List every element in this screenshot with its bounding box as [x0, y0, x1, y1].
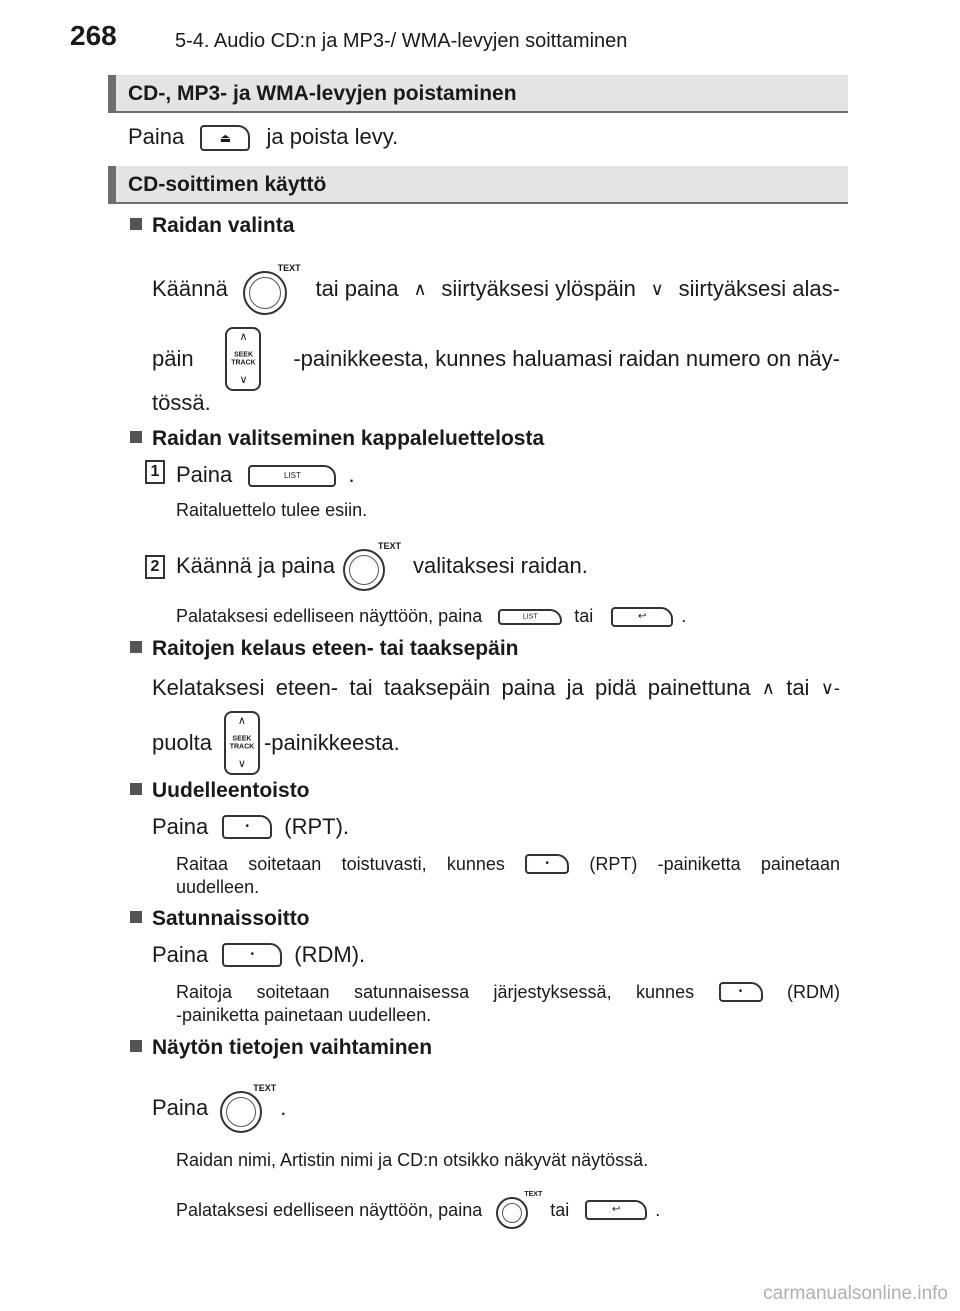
step-2-note: Palataksesi edelliseen näyttöön, paina LIST tai ↩ . [176, 606, 687, 626]
repeat-note-line-2: uudelleen. [176, 877, 260, 897]
page-number: 268 [70, 20, 117, 51]
ffrew-line-1: Kelataksesi eteen- tai taaksepäin paina ja pidä painettuna ∧ tai ∨- [152, 675, 840, 700]
tune-knob-icon: TEXT [220, 1083, 276, 1133]
section-eject-header [108, 75, 848, 113]
up-symbol: ∧ [761, 677, 775, 698]
section-eject-title: CD-, MP3- ja WMA-levyjen poistaminen [128, 82, 517, 105]
bullet-icon [130, 218, 142, 230]
tune-knob-icon: TEXT [243, 263, 301, 315]
repeat-note-line-1: Raitaa soitetaan toistuvasti, kunnes • (RPT) -painiketta painetaan [176, 853, 840, 874]
eject-instruction: Paina ⏏ ja poista levy. [128, 124, 398, 151]
tune-knob-icon: TEXT [343, 541, 401, 591]
back-icon: ↩ [638, 610, 647, 622]
step-1-note: Raitaluettelo tulee esiin. [176, 500, 368, 520]
chapter-title: 5-4. Audio CD:n ja MP3-/ WMA-levyjen soittaminen [175, 30, 628, 52]
section-player-title: CD-soittimen käyttö [128, 173, 327, 196]
track-select-heading: Raidan valinta [130, 214, 294, 238]
tune-knob-icon: TEXT [496, 1191, 542, 1229]
eject-icon: ⏏ [219, 131, 232, 146]
rdm-button: • [719, 982, 763, 1002]
bullet-icon [130, 783, 142, 795]
down-symbol: ∨ [650, 278, 664, 299]
ffrew-line-2: puolta ∧ SEEK TRACK ∨ -painikkeesta. [152, 708, 400, 778]
eject-button [200, 125, 250, 151]
display-line: Paina TEXT . [152, 1082, 286, 1134]
rpt-button: • [525, 854, 569, 874]
random-note-line-2: -painiketta painetaan uudelleen. [176, 1005, 432, 1025]
bullet-icon [130, 431, 142, 443]
back-icon: ↩ [612, 1204, 621, 1215]
random-heading: Satunnaissoitto [130, 907, 310, 931]
ffrew-heading: Raitojen kelaus eteen- tai taaksepäin [130, 637, 518, 661]
rdm-button: • [222, 943, 282, 967]
up-symbol: ∧ [413, 278, 427, 299]
display-note-1: Raidan nimi, Artistin nimi ja CD:n otsikko näkyvät näytössä. [176, 1150, 649, 1170]
list-select-heading: Raidan valitseminen kappaleluettelosta [130, 427, 544, 451]
seek-track-icon: ∧ SEEK TRACK ∨ [224, 711, 260, 775]
down-symbol: ∨- [820, 677, 840, 698]
watermark: carmanualsonline.info [763, 1283, 948, 1304]
list-button: LIST [498, 609, 562, 625]
display-heading: Näytön tietojen vaihtaminen [130, 1036, 432, 1060]
step-1-number: 1 [145, 460, 165, 484]
bullet-icon [130, 1040, 142, 1052]
list-button: LIST [248, 465, 336, 487]
step-1-text: Paina LIST . [176, 462, 355, 487]
random-line: Paina • (RDM). [152, 942, 366, 967]
track-select-line-3: tössä. [152, 390, 211, 415]
section-player-header [108, 166, 848, 204]
seek-track-icon: ∧ SEEK TRACK ∨ [225, 327, 261, 391]
track-select-line-1: Käännä TEXT tai paina ∧ siirtyäksesi ylöspäin ∨ siirtyäksesi alas- [152, 258, 840, 320]
track-select-line-2: päin ∧ SEEK TRACK ∨ -painikkeesta, kunnes haluamasi raidan numero on näy- [152, 324, 840, 394]
display-note-2: Palataksesi edelliseen näyttöön, paina TEXT tai ↩ . [176, 1190, 660, 1230]
bullet-icon [130, 641, 142, 653]
rpt-button: • [222, 815, 272, 839]
back-button [611, 607, 673, 627]
step-2-number: 2 [145, 555, 165, 579]
repeat-line: Paina • (RPT). [152, 814, 350, 839]
repeat-heading: Uudelleentoisto [130, 779, 310, 803]
bullet-icon [130, 911, 142, 923]
step-2-text: Käännä ja paina TEXT valitaksesi raidan. [176, 540, 588, 592]
back-button [585, 1200, 647, 1220]
random-note-line-1: Raitoja soitetaan satunnaisessa järjestyksessä, kunnes • (RDM) [176, 981, 840, 1002]
